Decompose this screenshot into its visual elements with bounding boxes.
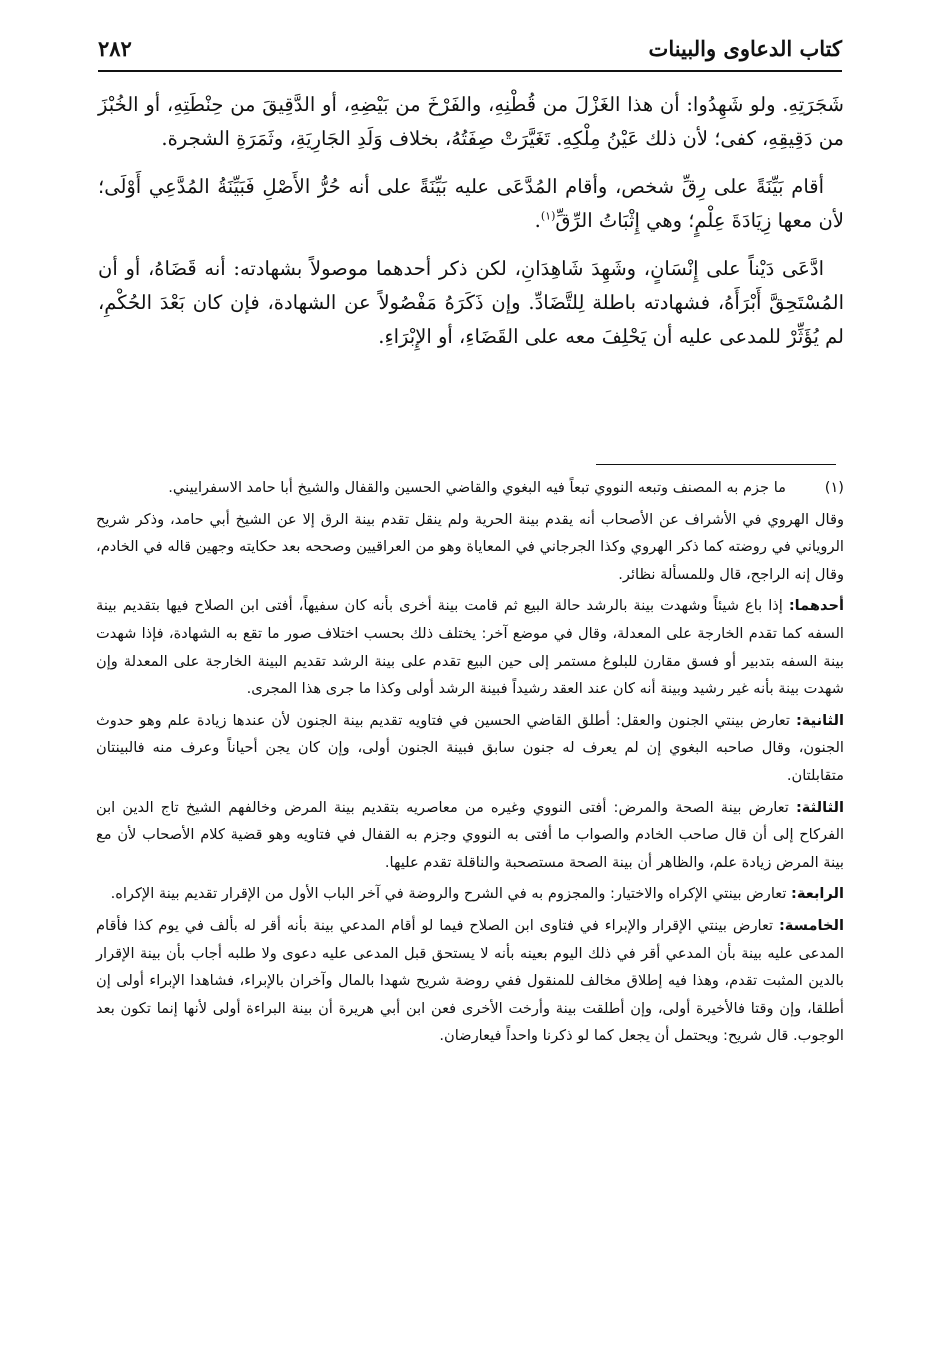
footnote-1-text: ما جزم به المصنف وتبعه النووي تبعاً فيه البغوي والقاضي الحسين والقفال والشيخ أبا حامد الاسفراييني. [168, 479, 786, 496]
paragraph-3: ادَّعَى دَيْناً على إِنْسَانٍ، وشَهِدَ شَاهِدَانِ، لكن ذكر أحدهما موصولاً بشهادته: أنه قَضَاهُ، أو أن المُسْتَحِقَّ أَبْرَأَهُ، فشهادته باطلة لِلتَّضَادِّ. وإن ذَكَرَهُ مَفْصُولاً عن الشهادة، فإن كان بَعْدَ الحُكْمِ، لم يُؤَثِّرْ للمدعى عليه أن يَحْلِفَ معه على القَضَاءِ، أو الإِبْرَاءِ. [98, 257, 844, 348]
footnote-paragraph [96, 880, 844, 908]
footnote-text: تعارض بينة الصحة والمرض: أفتى النووي وغيره من معاصريه بتقديم بينة المرض وخالفهم الشيخ تاج الدين ابن الفركاح إلى أن قال صاحب الخادم والصواب ما أفتى به النووي وجزم به القفال في فتاويه وهو قضية كلام الأصحاب لأن مع بينة المرض زيادة علم، والظاهر أن بينة الصحة مستصحبة والناقلة تقدم عليها. [96, 798, 844, 871]
page-number: ٢٨٢ [98, 36, 132, 61]
footnote-paragraph [96, 707, 844, 790]
footnote-text: تعارض بينتي الإكراه والاختيار: والمجزوم به في الشرح والروضة في آخر الباب الأول من الإقرار تقديم بينة الإكراه. [110, 885, 787, 903]
footnote-text: إذا باع شيئاً وشهدت بينة بالرشد حالة البيع ثم قامت بينة أخرى بأنه كان سفيهاً، أفتى ابن الصلاح فيها بتقديم بينة السفه كما تقدم الخارجة على المعدلة، وقال في موضع آخر: يختلف ذلك بحسب اختلاف صور ما تقع به الشهادة، فإذا شهدت بينة السفه بتدبير أو فسق مقارن للبلوغ مستمر إلى حين البيع تقدم على بينة الرشد تقديم البينة الخارجة على المعدلة وإن شهدت بينة بأنه غير رشيد وبينة أنه كان عند العقد رشيداً فبينة الرشد أولى وكذا ما جرى هذا المجرى. [96, 597, 844, 698]
footnote-paragraph [96, 794, 844, 877]
footnote-paragraph: وقال الهروي في الأشراف عن الأصحاب أنه يقدم بينة الحرية ولم ينقل تقدم بينة الرق إلا عن الشيخ أبي حامد، وذكر شريح الروياني في روضته كما ذكر الهروي وكذا الجرجاني في المعاياة وهو من العراقيين وصححه بعد حكايته وجهين قاله في الخادم، وقال إنه الراجح، قال وللمسألة نظائر. [96, 510, 844, 583]
running-header [98, 26, 842, 72]
footnote-paragraph [96, 912, 844, 1050]
paragraph-2-text: أقام بَيِّنَةً على رِقِّ شخص، وأقام المُدَّعَى عليه بَيِّنَةً على أنه حُرُّ الأَصْلِ فَبَيِّنَةُ المُدَّعِي أَوْلَى؛ لأن معها زِيَادَةَ عِلْمٍ؛ وهي إِثْبَاتُ الرِّقِّ [98, 175, 844, 232]
footnote-separator [596, 464, 836, 465]
footnotes [96, 474, 844, 1054]
footnote-1 [96, 474, 844, 502]
footnote-label: الخامسة: [778, 916, 845, 934]
footnote-label: الثانية: [795, 711, 844, 729]
footnote-paragraph [96, 592, 844, 702]
main-text [98, 88, 844, 368]
paragraph-1: شَجَرَتِهِ. ولو شَهِدُوا: أن هذا الغَزْلَ من قُطْنِهِ، والفَرْخَ من بَيْضِهِ، أو الدَّقِيقَ من حِنْطَتِهِ، أو الخُبْزَ من دَقِيقِهِ، كفى؛ لأن ذلك عَيْنُ مِلْكِهِ. تَغَيَّرَتْ صِفَتُهُ، بخلاف وَلَدِ الجَارِيَةِ، وثَمَرَةِ الشجرة. [98, 93, 844, 150]
footnote-label: أحدهما: [788, 597, 844, 615]
footnote-text: تعارض بينتي الإقرار والإبراء في فتاوى ابن الصلاح فيما لو أقام المدعي بينة بأنه أقر له بألف في يوم كذا فأقام المدعى عليه بينة بأن المدعي أقر في ذلك اليوم بعينه بأنه لا يستحق قبل المدعى عليه دعوى ولا طلبه أجاب بأن بينة الإقرار بالدين المثبت تقدم، وهذا فيه إطلاق مخالف للمنقول ففي روضة شريح شهدا بالمال وآخران بالإبراء، فشاهدا الإبراء أولى إن أطلقا، وإن وقتا فالأخيرة أولى، وإن أطلقت بينة وأرخت الأخرى فعن ابن أبي هريرة أن بينة البراءة أولى لأنها إنما تكون بعد الوجوب. قال شريح: ويحتمل أن يجعل كما لو ذكرنا واحداً فيعارضان. [96, 916, 844, 1045]
footnote-reference: (١) [540, 209, 556, 223]
footnote-label: الثالثة: [795, 798, 845, 816]
footnote-label: الرابعة: [791, 885, 844, 903]
chapter-title: كتاب الدعاوى والبينات [648, 36, 842, 61]
paragraph-2: أقام بَيِّنَةً على رِقِّ شخص، وأقام المُدَّعَى عليه بَيِّنَةً على أنه حُرُّ الأَصْلِ فَبَيِّنَةُ المُدَّعِي أَوْلَى؛ لأن معها زِيَادَةَ عِلْمٍ؛ وهي إِثْبَاتُ الرِّقِّ$^{(١)}$. [98, 175, 844, 232]
footnote-number: (١) [824, 479, 844, 496]
footnote-text: تعارض بينتي الجنون والعقل: أطلق القاضي الحسين في فتاويه تقديم بينة الجنون لأن عندها زيادة علم وهو حدوث الجنون، وقال صاحبه البغوي إن لم يعرف له جنون سابق فبينة الجنون أولى، وإن كان يجن أحياناً وعرف منه فالبينتان متقابلتان. [96, 711, 844, 784]
